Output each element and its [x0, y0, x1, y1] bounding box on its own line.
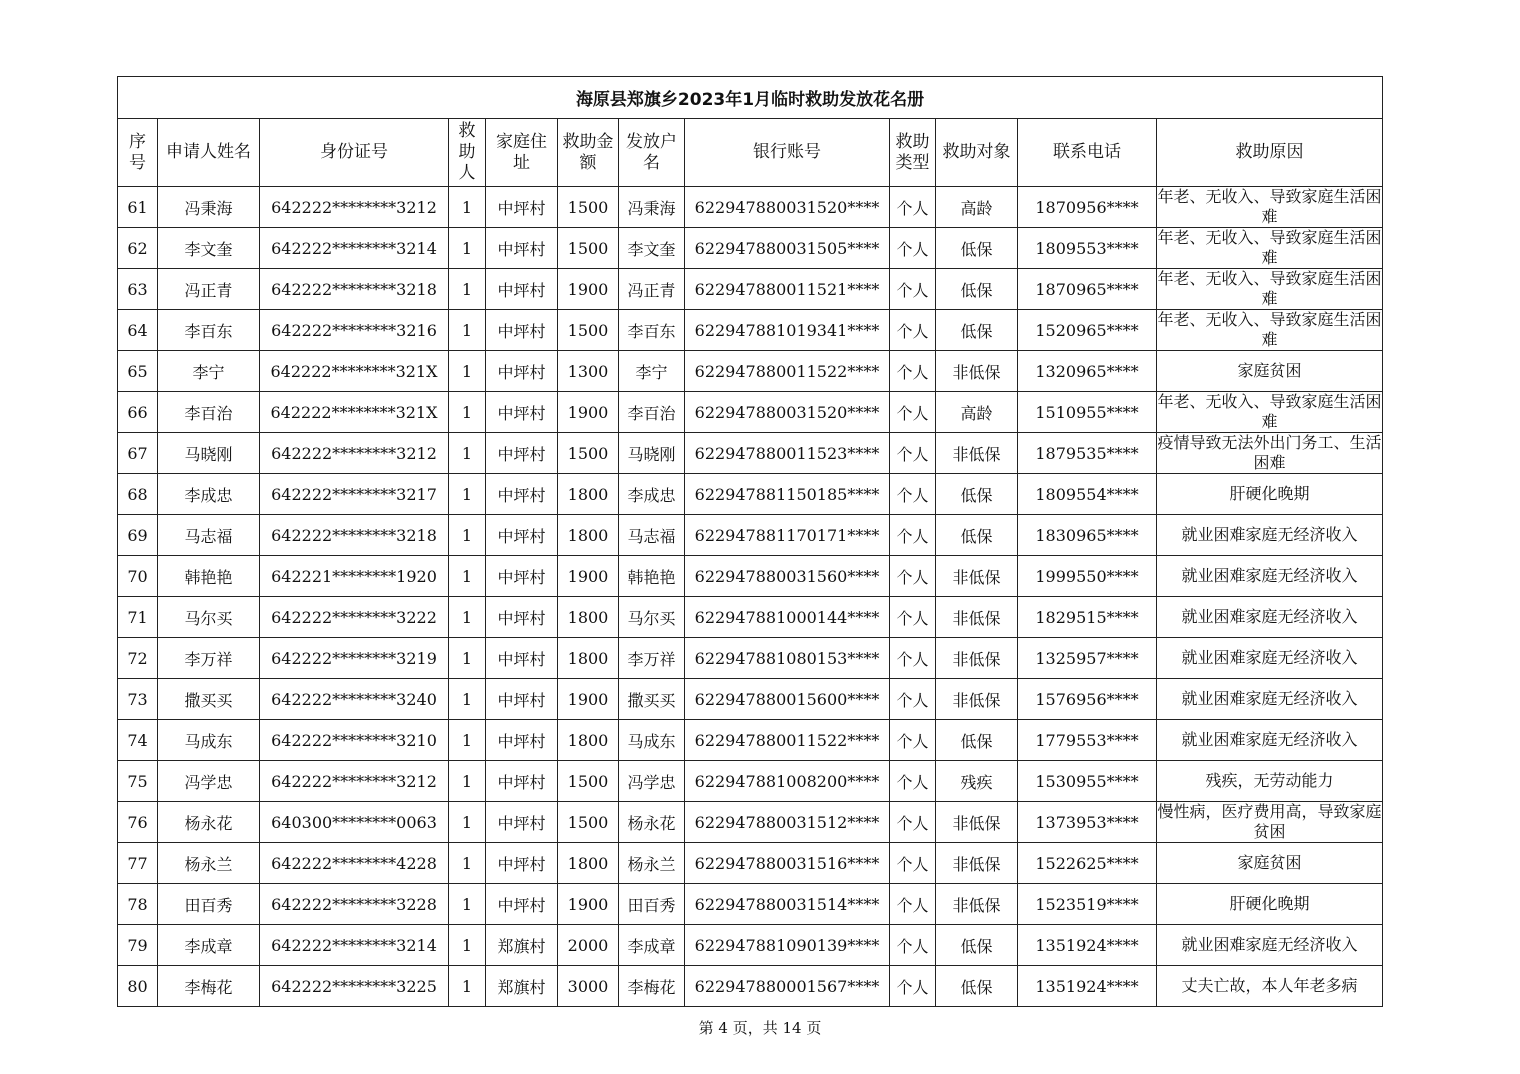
cell-name: 马晓刚 — [158, 433, 260, 474]
table-row — [118, 597, 1383, 638]
cell-payee: 杨永花 — [619, 802, 685, 843]
cell-address: 中坪村 — [486, 228, 558, 269]
cell-amount: 1900 — [558, 884, 619, 925]
cell-name: 杨永兰 — [158, 843, 260, 884]
table-row — [118, 638, 1383, 679]
cell-target: 低保 — [936, 966, 1018, 1007]
cell-address: 中坪村 — [486, 269, 558, 310]
cell-type: 个人 — [890, 843, 936, 884]
cell-id: 642222********3240 — [260, 679, 449, 720]
table-row — [118, 515, 1383, 556]
cell-phone: 1373953**** — [1018, 802, 1157, 843]
cell-amount: 1800 — [558, 474, 619, 515]
cell-type: 个人 — [890, 925, 936, 966]
cell-name: 撒买买 — [158, 679, 260, 720]
cell-type: 个人 — [890, 433, 936, 474]
cell-bank: 622947881019341**** — [685, 310, 890, 351]
cell-target: 高龄 — [936, 187, 1018, 228]
col-header-amount: 救助金额 — [558, 119, 619, 187]
cell-type: 个人 — [890, 802, 936, 843]
cell-target: 非低保 — [936, 433, 1018, 474]
cell-seq: 69 — [118, 515, 158, 556]
cell-target: 非低保 — [936, 884, 1018, 925]
cell-id: 642222********3218 — [260, 269, 449, 310]
cell-name: 冯学忠 — [158, 761, 260, 802]
cell-target: 低保 — [936, 228, 1018, 269]
cell-seq: 79 — [118, 925, 158, 966]
cell-payee: 马成东 — [619, 720, 685, 761]
table-row — [118, 720, 1383, 761]
cell-id: 642222********3222 — [260, 597, 449, 638]
cell-type: 个人 — [890, 638, 936, 679]
cell-amount: 1800 — [558, 597, 619, 638]
cell-id: 642222********3228 — [260, 884, 449, 925]
cell-phone: 1879535**** — [1018, 433, 1157, 474]
cell-amount: 1800 — [558, 843, 619, 884]
cell-bank: 622947880011521**** — [685, 269, 890, 310]
cell-id: 642222********3216 — [260, 310, 449, 351]
table-row — [118, 474, 1383, 515]
cell-payee: 田百秀 — [619, 884, 685, 925]
table-row — [118, 351, 1383, 392]
cell-target: 低保 — [936, 310, 1018, 351]
cell-seq: 65 — [118, 351, 158, 392]
cell-persons: 1 — [449, 720, 486, 761]
cell-type: 个人 — [890, 269, 936, 310]
table-row — [118, 310, 1383, 351]
cell-payee: 冯正青 — [619, 269, 685, 310]
cell-payee: 马志福 — [619, 515, 685, 556]
cell-type: 个人 — [890, 556, 936, 597]
cell-persons: 1 — [449, 269, 486, 310]
cell-reason: 残疾，无劳动能力 — [1157, 761, 1383, 802]
cell-amount: 1900 — [558, 269, 619, 310]
col-header-seq: 序号 — [118, 119, 158, 187]
col-header-payee: 发放户名 — [619, 119, 685, 187]
cell-amount: 1500 — [558, 310, 619, 351]
cell-payee: 李文奎 — [619, 228, 685, 269]
cell-bank: 622947880011523**** — [685, 433, 890, 474]
cell-persons: 1 — [449, 310, 486, 351]
cell-address: 中坪村 — [486, 597, 558, 638]
cell-phone: 1576956**** — [1018, 679, 1157, 720]
cell-reason: 就业困难家庭无经济收入 — [1157, 556, 1383, 597]
col-header-type: 救助类型 — [890, 119, 936, 187]
cell-persons: 1 — [449, 843, 486, 884]
cell-reason: 就业困难家庭无经济收入 — [1157, 515, 1383, 556]
cell-seq: 71 — [118, 597, 158, 638]
cell-payee: 马晓刚 — [619, 433, 685, 474]
cell-address: 中坪村 — [486, 310, 558, 351]
table-row — [118, 843, 1383, 884]
cell-bank: 622947881008200**** — [685, 761, 890, 802]
cell-type: 个人 — [890, 474, 936, 515]
col-header-name: 申请人姓名 — [158, 119, 260, 187]
table-row — [118, 228, 1383, 269]
col-header-target: 救助对象 — [936, 119, 1018, 187]
cell-id: 642221********1920 — [260, 556, 449, 597]
cell-amount: 1500 — [558, 433, 619, 474]
cell-reason: 丈夫亡故，本人年老多病 — [1157, 966, 1383, 1007]
cell-persons: 1 — [449, 597, 486, 638]
cell-type: 个人 — [890, 392, 936, 433]
cell-phone: 1779553**** — [1018, 720, 1157, 761]
cell-id: 640300********0063 — [260, 802, 449, 843]
cell-phone: 1351924**** — [1018, 966, 1157, 1007]
cell-name: 杨永花 — [158, 802, 260, 843]
cell-type: 个人 — [890, 228, 936, 269]
cell-address: 中坪村 — [486, 720, 558, 761]
cell-payee: 李宁 — [619, 351, 685, 392]
cell-persons: 1 — [449, 761, 486, 802]
cell-persons: 1 — [449, 638, 486, 679]
cell-reason: 年老、无收入、导致家庭生活困难 — [1157, 310, 1382, 349]
cell-bank: 622947880031520**** — [685, 187, 890, 228]
cell-id: 642222********3212 — [260, 187, 449, 228]
cell-payee: 冯秉海 — [619, 187, 685, 228]
cell-id: 642222********3214 — [260, 228, 449, 269]
cell-phone: 1809553**** — [1018, 228, 1157, 269]
cell-reason: 就业困难家庭无经济收入 — [1157, 638, 1383, 679]
cell-phone: 1999550**** — [1018, 556, 1157, 597]
cell-reason: 肝硬化晚期 — [1157, 474, 1383, 515]
cell-payee: 李百治 — [619, 392, 685, 433]
cell-reason: 就业困难家庭无经济收入 — [1157, 925, 1383, 966]
table-body — [118, 187, 1383, 1007]
cell-reason: 慢性病，医疗费用高，导致家庭贫困 — [1157, 802, 1382, 841]
cell-amount: 1800 — [558, 515, 619, 556]
cell-name: 马志福 — [158, 515, 260, 556]
table-row — [118, 679, 1383, 720]
cell-target: 非低保 — [936, 802, 1018, 843]
cell-seq: 66 — [118, 392, 158, 433]
cell-type: 个人 — [890, 351, 936, 392]
cell-seq: 78 — [118, 884, 158, 925]
table-row — [118, 433, 1383, 474]
cell-bank: 622947881080153**** — [685, 638, 890, 679]
cell-target: 低保 — [936, 474, 1018, 515]
cell-target: 低保 — [936, 515, 1018, 556]
cell-payee: 李成章 — [619, 925, 685, 966]
cell-name: 李百治 — [158, 392, 260, 433]
cell-name: 韩艳艳 — [158, 556, 260, 597]
table-row — [118, 802, 1383, 843]
cell-amount: 1800 — [558, 720, 619, 761]
cell-bank: 622947880015600**** — [685, 679, 890, 720]
cell-bank: 622947880031512**** — [685, 802, 890, 843]
cell-reason: 就业困难家庭无经济收入 — [1157, 679, 1383, 720]
cell-seq: 72 — [118, 638, 158, 679]
cell-name: 李文奎 — [158, 228, 260, 269]
cell-name: 李万祥 — [158, 638, 260, 679]
cell-amount: 1500 — [558, 228, 619, 269]
cell-phone: 1870956**** — [1018, 187, 1157, 228]
table-row — [118, 761, 1383, 802]
cell-name: 马尔买 — [158, 597, 260, 638]
cell-seq: 61 — [118, 187, 158, 228]
cell-reason: 就业困难家庭无经济收入 — [1157, 720, 1383, 761]
cell-persons: 1 — [449, 351, 486, 392]
cell-reason: 年老、无收入、导致家庭生活困难 — [1157, 392, 1382, 431]
cell-persons: 1 — [449, 474, 486, 515]
cell-target: 非低保 — [936, 638, 1018, 679]
cell-target: 低保 — [936, 925, 1018, 966]
cell-phone: 1870965**** — [1018, 269, 1157, 310]
cell-amount: 1900 — [558, 556, 619, 597]
cell-persons: 1 — [449, 433, 486, 474]
cell-address: 中坪村 — [486, 474, 558, 515]
cell-target: 非低保 — [936, 597, 1018, 638]
cell-persons: 1 — [449, 966, 486, 1007]
table-row — [118, 392, 1383, 433]
cell-id: 642222********3218 — [260, 515, 449, 556]
cell-bank: 622947880011522**** — [685, 720, 890, 761]
cell-phone: 1320965**** — [1018, 351, 1157, 392]
cell-type: 个人 — [890, 310, 936, 351]
cell-address: 郑旗村 — [486, 966, 558, 1007]
cell-address: 中坪村 — [486, 433, 558, 474]
cell-phone: 1520965**** — [1018, 310, 1157, 351]
cell-bank: 622947880031520**** — [685, 392, 890, 433]
cell-payee: 杨永兰 — [619, 843, 685, 884]
cell-bank: 622947880011522**** — [685, 351, 890, 392]
cell-bank: 622947881000144**** — [685, 597, 890, 638]
cell-seq: 70 — [118, 556, 158, 597]
cell-seq: 74 — [118, 720, 158, 761]
cell-phone: 1523519**** — [1018, 884, 1157, 925]
cell-reason: 家庭贫困 — [1157, 351, 1383, 392]
cell-payee: 李百东 — [619, 310, 685, 351]
cell-seq: 67 — [118, 433, 158, 474]
cell-address: 中坪村 — [486, 679, 558, 720]
cell-persons: 1 — [449, 802, 486, 843]
cell-address: 中坪村 — [486, 802, 558, 843]
table-row — [118, 884, 1383, 925]
cell-target: 低保 — [936, 269, 1018, 310]
cell-phone: 1830965**** — [1018, 515, 1157, 556]
col-header-id: 身份证号 — [260, 119, 449, 187]
cell-payee: 李万祥 — [619, 638, 685, 679]
cell-bank: 622947881150185**** — [685, 474, 890, 515]
cell-bank: 622947881090139**** — [685, 925, 890, 966]
cell-seq: 73 — [118, 679, 158, 720]
cell-id: 642222********3210 — [260, 720, 449, 761]
cell-name: 马成东 — [158, 720, 260, 761]
cell-bank: 622947881170171**** — [685, 515, 890, 556]
cell-payee: 李成忠 — [619, 474, 685, 515]
cell-address: 郑旗村 — [486, 925, 558, 966]
cell-id: 642222********3225 — [260, 966, 449, 1007]
cell-persons: 1 — [449, 884, 486, 925]
cell-reason: 年老、无收入、导致家庭生活困难 — [1157, 269, 1382, 308]
cell-type: 个人 — [890, 720, 936, 761]
cell-seq: 80 — [118, 966, 158, 1007]
cell-persons: 1 — [449, 392, 486, 433]
cell-phone: 1325957**** — [1018, 638, 1157, 679]
cell-phone: 1829515**** — [1018, 597, 1157, 638]
cell-phone: 1351924**** — [1018, 925, 1157, 966]
col-header-reason: 救助原因 — [1157, 119, 1383, 187]
cell-type: 个人 — [890, 761, 936, 802]
cell-target: 非低保 — [936, 556, 1018, 597]
cell-type: 个人 — [890, 187, 936, 228]
col-header-bank: 银行账号 — [685, 119, 890, 187]
cell-reason: 疫情导致无法外出门务工、生活困难 — [1157, 433, 1382, 472]
cell-id: 642222********4228 — [260, 843, 449, 884]
cell-reason: 就业困难家庭无经济收入 — [1157, 597, 1383, 638]
cell-bank: 622947880031505**** — [685, 228, 890, 269]
cell-name: 李成忠 — [158, 474, 260, 515]
cell-payee: 冯学忠 — [619, 761, 685, 802]
cell-address: 中坪村 — [486, 556, 558, 597]
cell-type: 个人 — [890, 597, 936, 638]
cell-seq: 63 — [118, 269, 158, 310]
cell-id: 642222********3214 — [260, 925, 449, 966]
table-row — [118, 187, 1383, 228]
cell-seq: 68 — [118, 474, 158, 515]
header-row — [118, 119, 1383, 187]
cell-address: 中坪村 — [486, 187, 558, 228]
table-row — [118, 925, 1383, 966]
cell-bank: 622947880031514**** — [685, 884, 890, 925]
table-row — [118, 269, 1383, 310]
cell-reason: 家庭贫困 — [1157, 843, 1383, 884]
cell-name: 李宁 — [158, 351, 260, 392]
cell-address: 中坪村 — [486, 761, 558, 802]
cell-persons: 1 — [449, 679, 486, 720]
cell-target: 高龄 — [936, 392, 1018, 433]
cell-type: 个人 — [890, 515, 936, 556]
cell-name: 田百秀 — [158, 884, 260, 925]
cell-id: 642222********3212 — [260, 761, 449, 802]
cell-name: 冯正青 — [158, 269, 260, 310]
cell-bank: 622947880001567**** — [685, 966, 890, 1007]
cell-id: 642222********321X — [260, 351, 449, 392]
page-footer: 第 4 页，共 14 页 — [698, 1019, 822, 1037]
cell-payee: 韩艳艳 — [619, 556, 685, 597]
cell-persons: 1 — [449, 515, 486, 556]
cell-target: 残疾 — [936, 761, 1018, 802]
cell-payee: 马尔买 — [619, 597, 685, 638]
cell-seq: 62 — [118, 228, 158, 269]
table-title: 海原县郑旗乡2023年1月临时救助发放花名册 — [118, 77, 1383, 119]
cell-amount: 1800 — [558, 638, 619, 679]
cell-reason: 年老、无收入、导致家庭生活困难 — [1157, 228, 1382, 267]
cell-bank: 622947880031516**** — [685, 843, 890, 884]
cell-reason: 年老、无收入、导致家庭生活困难 — [1157, 187, 1382, 226]
cell-payee: 李梅花 — [619, 966, 685, 1007]
cell-address: 中坪村 — [486, 392, 558, 433]
cell-address: 中坪村 — [486, 351, 558, 392]
cell-address: 中坪村 — [486, 515, 558, 556]
cell-amount: 3000 — [558, 966, 619, 1007]
relief-roster-table — [117, 76, 1383, 1007]
cell-amount: 1900 — [558, 679, 619, 720]
cell-amount: 1500 — [558, 761, 619, 802]
cell-name: 冯秉海 — [158, 187, 260, 228]
cell-target: 非低保 — [936, 351, 1018, 392]
cell-address: 中坪村 — [486, 884, 558, 925]
cell-id: 642222********3212 — [260, 433, 449, 474]
cell-target: 低保 — [936, 720, 1018, 761]
cell-bank: 622947880031560**** — [685, 556, 890, 597]
cell-name: 李梅花 — [158, 966, 260, 1007]
cell-payee: 撒买买 — [619, 679, 685, 720]
cell-type: 个人 — [890, 679, 936, 720]
cell-persons: 1 — [449, 187, 486, 228]
cell-name: 李百东 — [158, 310, 260, 351]
cell-address: 中坪村 — [486, 638, 558, 679]
cell-persons: 1 — [449, 228, 486, 269]
cell-phone: 1510955**** — [1018, 392, 1157, 433]
cell-name: 李成章 — [158, 925, 260, 966]
table-row — [118, 966, 1383, 1007]
cell-persons: 1 — [449, 925, 486, 966]
cell-target: 非低保 — [936, 843, 1018, 884]
cell-id: 642222********321X — [260, 392, 449, 433]
table-row — [118, 556, 1383, 597]
cell-persons: 1 — [449, 556, 486, 597]
cell-id: 642222********3219 — [260, 638, 449, 679]
cell-amount: 1300 — [558, 351, 619, 392]
cell-type: 个人 — [890, 966, 936, 1007]
cell-phone: 1530955**** — [1018, 761, 1157, 802]
cell-amount: 1500 — [558, 802, 619, 843]
cell-target: 非低保 — [936, 679, 1018, 720]
cell-seq: 76 — [118, 802, 158, 843]
cell-seq: 77 — [118, 843, 158, 884]
cell-id: 642222********3217 — [260, 474, 449, 515]
cell-seq: 64 — [118, 310, 158, 351]
cell-type: 个人 — [890, 884, 936, 925]
col-header-persons: 救助人 — [449, 119, 486, 187]
cell-phone: 1809554**** — [1018, 474, 1157, 515]
col-header-address: 家庭住址 — [486, 119, 558, 187]
cell-address: 中坪村 — [486, 843, 558, 884]
col-header-phone: 联系电话 — [1018, 119, 1157, 187]
cell-amount: 2000 — [558, 925, 619, 966]
cell-amount: 1500 — [558, 187, 619, 228]
cell-seq: 75 — [118, 761, 158, 802]
cell-reason: 肝硬化晚期 — [1157, 884, 1383, 925]
cell-amount: 1900 — [558, 392, 619, 433]
cell-phone: 1522625**** — [1018, 843, 1157, 884]
